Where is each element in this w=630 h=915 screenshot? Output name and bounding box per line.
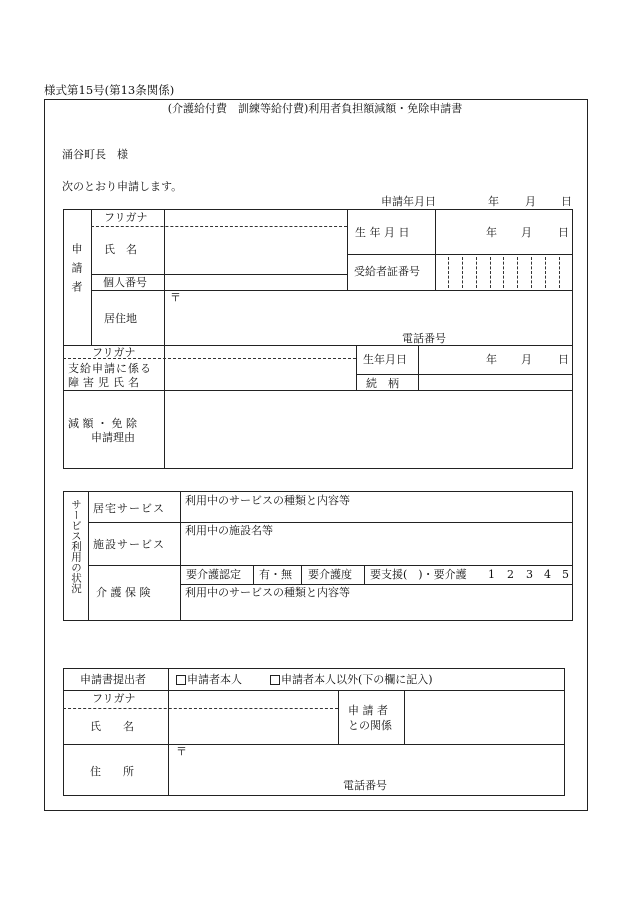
child-birth-month[interactable]: 月 <box>521 353 532 366</box>
form-title: (介護給付費 訓練等給付費)利用者負担額減額・免除申請書 <box>167 102 463 115</box>
recipient-number-label: 受給者証番号 <box>354 265 420 278</box>
care-level-2[interactable]: 2 <box>507 568 514 581</box>
submitter-furigana-field[interactable] <box>169 692 337 707</box>
home-service-desc: 利用中のサービスの種類と内容等 <box>185 494 350 507</box>
applicant-birth-month[interactable]: 月 <box>521 226 532 239</box>
submitter-name-field[interactable] <box>169 710 337 743</box>
submitter-phone-label: 電話番号 <box>343 779 387 792</box>
submitter-furigana-label: フリガナ <box>92 692 136 705</box>
care-level-4[interactable]: 4 <box>544 568 551 581</box>
care-level-5[interactable]: 5 <box>562 568 569 581</box>
care-cert-label: 要介護認定 <box>186 568 241 581</box>
option-self-label: 申請者本人 <box>187 673 242 686</box>
care-level-3[interactable]: 3 <box>526 568 533 581</box>
applicant-name-field[interactable] <box>165 228 346 273</box>
reason-label-2: 申請理由 <box>91 431 135 444</box>
child-birth-year[interactable]: 年 <box>486 353 497 366</box>
submitter-address-label: 住 所 <box>90 765 134 778</box>
child-birth-day[interactable]: 日 <box>558 353 569 366</box>
option-self-checkbox[interactable] <box>176 675 186 685</box>
applicant-birth-year[interactable]: 年 <box>486 226 497 239</box>
form-number: 様式第15号(第13条関係) <box>44 83 175 97</box>
care-level-1[interactable]: 1 <box>488 568 495 581</box>
applicant-birth-day[interactable]: 日 <box>558 226 569 239</box>
home-service-field[interactable] <box>181 508 572 521</box>
application-date-day[interactable]: 日 <box>561 195 572 208</box>
applicant-name-label: 氏 名 <box>104 243 137 256</box>
option-other-label: 申請者本人以外(下の欄に記入) <box>281 673 433 686</box>
application-date-label: 申請年月日 <box>381 195 436 208</box>
relation-label-2: との関係 <box>348 719 392 732</box>
care-insurance-label: 介 護 保 険 <box>96 586 151 599</box>
care-yes-no[interactable]: 有・無 <box>259 568 292 581</box>
applicant-phone-label: 電話番号 <box>402 332 446 345</box>
facility-service-label: 施設サービス <box>93 538 165 551</box>
care-service-desc: 利用中のサービスの種類と内容等 <box>185 586 350 599</box>
submitter-name-label: 氏 名 <box>90 720 134 733</box>
individual-number-label: 個人番号 <box>103 276 147 289</box>
relation-field[interactable] <box>405 692 564 743</box>
home-service-label: 居宅サービス <box>93 502 165 515</box>
care-service-field[interactable] <box>181 600 572 620</box>
addressee: 涌谷町長 様 <box>62 148 128 161</box>
child-relation-field[interactable] <box>419 375 572 389</box>
reason-label-1: 減 額 ・ 免 除 <box>68 417 137 430</box>
application-date-month[interactable]: 月 <box>525 195 536 208</box>
individual-number-field[interactable] <box>165 275 346 289</box>
care-level-label: 要介護度 <box>308 568 352 581</box>
submitter-address-field[interactable] <box>169 746 564 776</box>
service-section-label: サービス利用の状況 <box>70 499 82 594</box>
application-date-year[interactable]: 年 <box>488 195 499 208</box>
child-furigana-field[interactable] <box>165 346 355 357</box>
child-name-field[interactable] <box>165 360 355 389</box>
child-name-label-1: 支給申請に係る <box>68 362 152 375</box>
intro-text: 次のとおり申請します。 <box>62 180 183 193</box>
applicant-furigana-label: フリガナ <box>104 211 148 224</box>
reason-field[interactable] <box>165 392 572 468</box>
applicant-birth-label: 生 年 月 日 <box>355 226 410 239</box>
child-furigana-label: フリガナ <box>92 346 136 359</box>
applicant-section-label: 申請者 <box>70 243 83 300</box>
applicant-postal-mark: 〒 <box>170 291 181 304</box>
relation-label-1: 申 請 者 <box>348 704 388 717</box>
care-support-label[interactable]: 要支援( )・要介護 <box>370 568 467 581</box>
facility-service-field[interactable] <box>181 538 572 564</box>
option-other-checkbox[interactable] <box>270 675 280 685</box>
child-birth-label: 生年月日 <box>363 353 407 366</box>
submitter-postal-mark: 〒 <box>176 745 187 758</box>
submitter-label: 申請書提出者 <box>80 673 146 686</box>
child-relation-label: 続 柄 <box>366 377 399 390</box>
facility-service-desc: 利用中の施設名等 <box>185 524 273 537</box>
recipient-number-field[interactable] <box>436 255 572 289</box>
applicant-address-field[interactable] <box>165 292 572 332</box>
applicant-furigana-field[interactable] <box>165 210 346 225</box>
child-name-label-2: 障害児氏名 <box>68 376 143 389</box>
applicant-address-label: 居住地 <box>104 312 137 325</box>
